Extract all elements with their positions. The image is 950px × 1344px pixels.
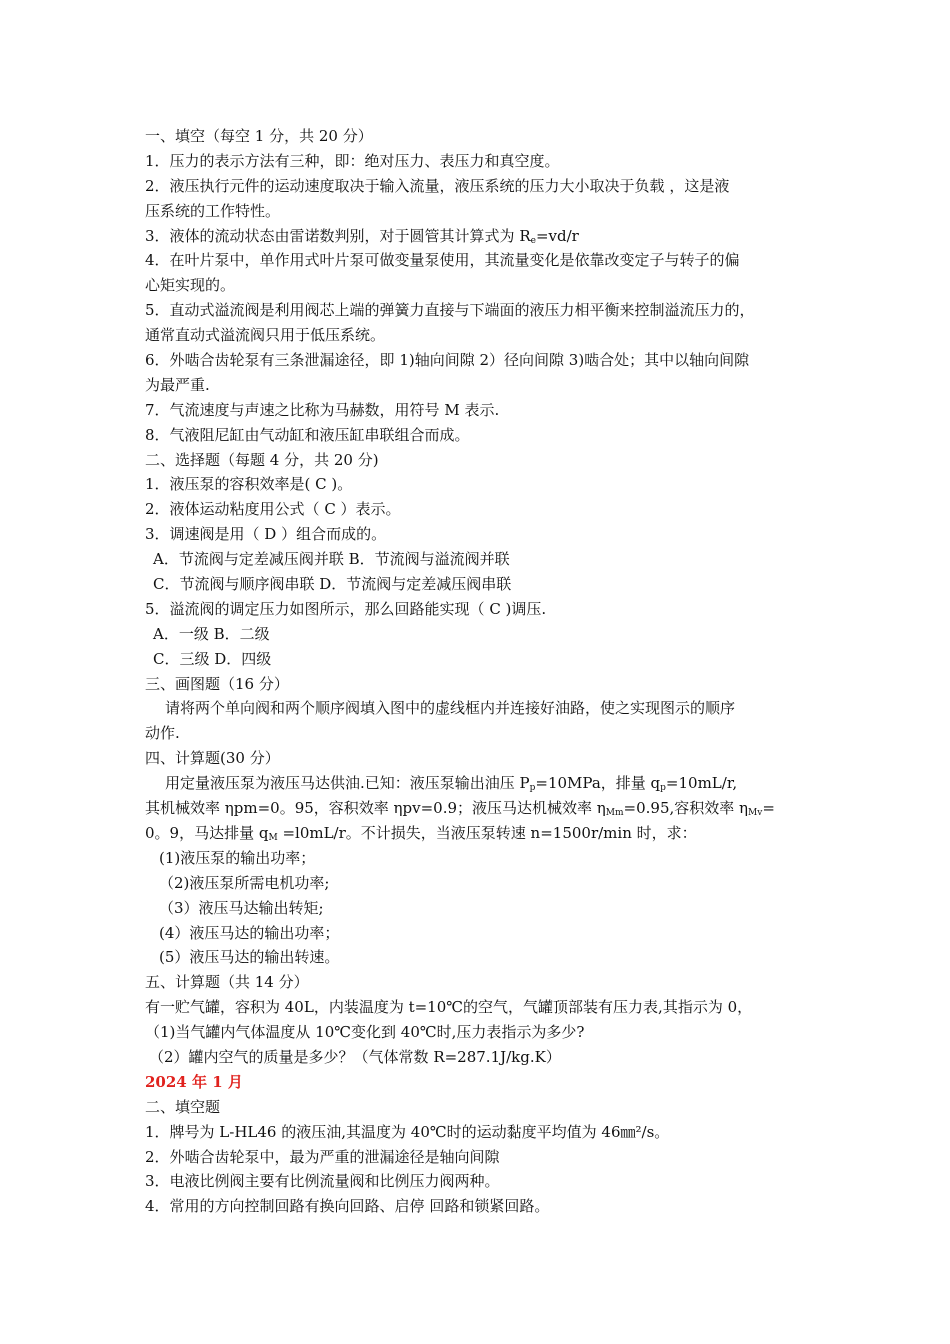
paragraph-line: 有一贮气罐，容积为 40L，内装温度为 t=10℃的空气，气罐顶部装有压力表,其指示为 0， xyxy=(145,998,753,1017)
question-line: 6．外啮合齿轮泵有三条泄漏途径，即 1)轴向间隙 2）径向间隙 3)啮合处；其中以轴向间隙 xyxy=(145,351,750,370)
question-line: 5．溢流阀的调定压力如图所示，那么回路能实现（ C )调压. xyxy=(145,599,547,618)
text-run: =vd/r xyxy=(535,226,579,245)
text-run: 3．液体的流动状态由雷诺数判别，对于圆管其计算式为 R xyxy=(145,226,531,245)
paragraph-line: 动作. xyxy=(145,724,180,743)
section-heading-choice: 二、选择题（每题 4 分，共 20 分) xyxy=(145,450,379,469)
question-line: 压系统的工作特性。 xyxy=(145,201,281,220)
text-run: 用定量液压泵为液压马达供油.已知：液压泵输出油压 P xyxy=(165,774,530,793)
question-line: 2．液压执行元件的运动速度取决于输入流量，液压系统的压力大小取决于负载 ，这是液 xyxy=(145,176,730,195)
option-line: C．三级 D．四级 xyxy=(153,649,272,668)
sub-question-line: (5）液压马达的输出转速。 xyxy=(159,948,340,967)
paragraph-line: （2）罐内空气的质量是多少？（气体常数 R=287.1J/kg.K） xyxy=(149,1047,561,1066)
subscript: p xyxy=(660,783,666,794)
text-run: 0。9，马达排量 q xyxy=(145,823,269,842)
paragraph-line xyxy=(145,821,815,846)
document-content xyxy=(145,124,815,1219)
section-heading-fill: 一、填空（每空 1 分，共 20 分） xyxy=(145,127,373,145)
text-run: =l0mL/r。不计损失，当液压泵转速 n=1500r/min 时，求： xyxy=(277,823,697,842)
text-run: = xyxy=(762,799,775,818)
paragraph-line: （1)当气罐内气体温度从 10℃变化到 40℃时,压力表指示为多少? xyxy=(145,1023,585,1042)
subscript: e xyxy=(530,235,536,246)
subscript: Mv xyxy=(748,808,763,819)
question-line: 7．气流速度与声速之比称为马赫数，用符号 M 表示. xyxy=(145,400,500,419)
question-line: 1．压力的表示方法有三种，即：绝对压力、表压力和真空度。 xyxy=(145,151,560,170)
option-line: A．一级 B．二级 xyxy=(153,624,270,643)
question-line: 4．常用的方向控制回路有换向回路、启停 回路和锁紧回路。 xyxy=(145,1197,550,1216)
sub-question-line: （3）液压马达输出转矩; xyxy=(159,898,324,917)
question-line: 1．牌号为 L-HL46 的液压油,其温度为 40℃时的运动黏度平均值为 46㎜²/s。 xyxy=(145,1122,670,1141)
question-line: 为最严重. xyxy=(145,375,210,394)
question-line: 2．液体运动粘度用公式（ C ）表示。 xyxy=(145,500,401,519)
question-line: 2．外啮合齿轮泵中，最为严重的泄漏途径是轴向间隙 xyxy=(145,1147,500,1166)
question-line: 8．气液阻尼缸由气动缸和液压缸串联组合而成。 xyxy=(145,425,470,444)
question-line: 3．调速阀是用（ D ）组合而成的。 xyxy=(145,525,387,544)
subscript: p xyxy=(529,783,536,794)
section-heading-fill-2024: 二、填空题 xyxy=(145,1097,221,1116)
question-line xyxy=(145,224,815,249)
sub-question-line: (4）液压马达的输出功率； xyxy=(159,923,340,942)
question-line: 4．在叶片泵中，单作用式叶片泵可做变量泵使用，其流量变化是依靠改变定子与转子的偏 xyxy=(145,251,740,270)
question-line: 1．液压泵的容积效率是( C )。 xyxy=(145,475,353,494)
option-line: A．节流阀与定差减压阀并联 B．节流阀与溢流阀并联 xyxy=(153,550,510,569)
year-heading: 2024 年 1 月 xyxy=(145,1072,243,1091)
question-line: 心矩实现的。 xyxy=(145,276,236,295)
question-line: 5．直动式溢流阀是利用阀芯上端的弹簧力直接与下端面的液压力相平衡来控制溢流压力的， xyxy=(145,301,755,320)
sub-question-line: (1)液压泵的输出功率； xyxy=(159,848,316,867)
subscript: M xyxy=(268,832,278,843)
text-run: =10mL/r, xyxy=(665,774,738,793)
section-heading-drawing: 三、画图题（16 分） xyxy=(145,674,289,693)
question-line: 通常直动式溢流阀只用于低压系统。 xyxy=(145,326,386,345)
paragraph-line xyxy=(145,796,815,821)
question-line: 3．电液比例阀主要有比例流量阀和比例压力阀两种。 xyxy=(145,1172,500,1191)
subscript: Mm xyxy=(605,808,624,819)
option-line: C．节流阀与顺序阀串联 D．节流阀与定差减压阀串联 xyxy=(153,575,512,594)
paragraph-line xyxy=(145,771,815,796)
text-run: 其机械效率 ηpm=0。95，容积效率 ηpv=0.9；液压马达机械效率 η xyxy=(145,799,606,818)
section-heading-calc: 四、计算题(30 分） xyxy=(145,749,280,768)
section-heading-calc2: 五、计算题（共 14 分） xyxy=(145,973,309,992)
text-run: =0.95,容积效率 η xyxy=(623,799,749,818)
sub-question-line: （2)液压泵所需电机功率; xyxy=(159,873,330,892)
paragraph-line: 请将两个单向阀和两个顺序阀填入图中的虚线框内并连接好油路，使之实现图示的顺序 xyxy=(165,699,736,718)
text-run: =10MPa，排量 q xyxy=(535,774,661,793)
